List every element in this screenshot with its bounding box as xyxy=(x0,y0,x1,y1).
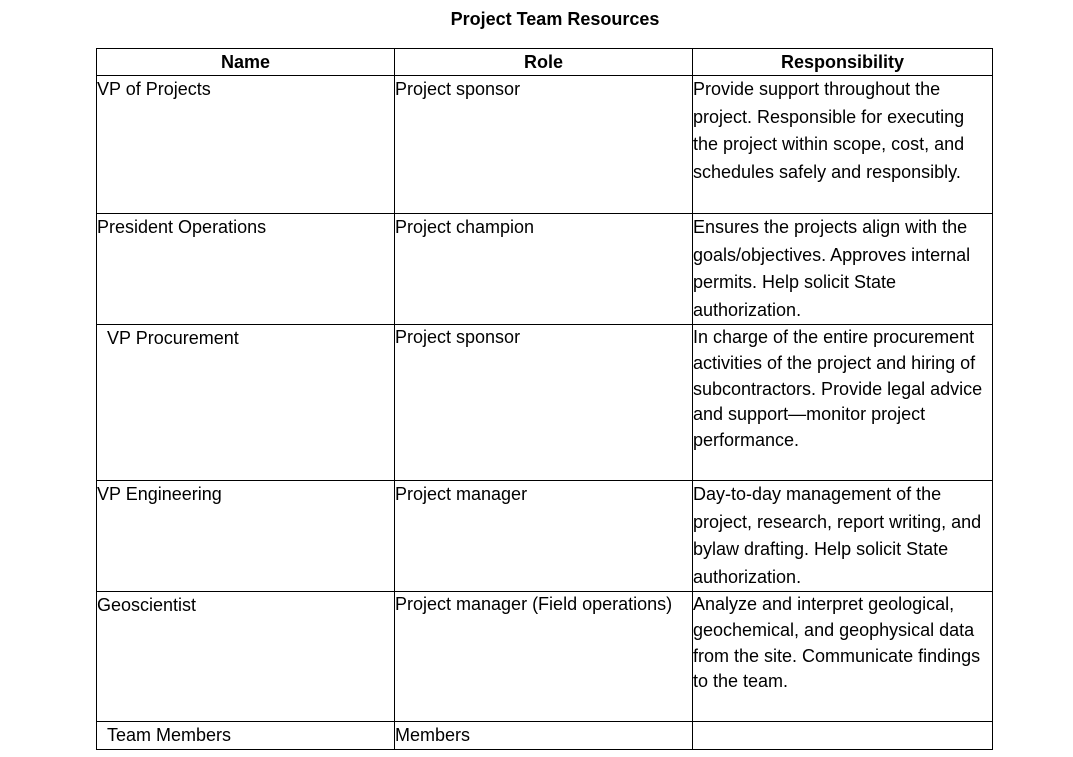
cell-responsibility: Provide support throughout the project. Responsible for executing the project within scope, cost, and schedules safely and responsibly. xyxy=(693,76,993,214)
table-row xyxy=(97,214,993,325)
cell-name: VP Procurement xyxy=(97,325,395,481)
cell-role: Project sponsor xyxy=(395,76,693,214)
resources-table xyxy=(96,48,993,750)
cell-responsibility: Analyze and interpret geological, geochemical, and geophysical data from the site. Communicate findings to the team. xyxy=(693,592,993,722)
column-header-responsibility: Responsibility xyxy=(693,49,993,76)
cell-name: VP Engineering xyxy=(97,481,395,592)
cell-responsibility xyxy=(693,722,993,750)
column-header-name: Name xyxy=(97,49,395,76)
table-header-row xyxy=(97,49,993,76)
cell-responsibility: In charge of the entire procurement activities of the project and hiring of subcontractors. Provide legal advice and support—monitor project performance. xyxy=(693,325,993,481)
cell-name: Team Members xyxy=(97,722,395,750)
table-row xyxy=(97,76,993,214)
cell-role: Project champion xyxy=(395,214,693,325)
cell-name: President Operations xyxy=(97,214,395,325)
cell-responsibility: Ensures the projects align with the goals/objectives. Approves internal permits. Help solicit State authorization. xyxy=(693,214,993,325)
cell-role: Project manager xyxy=(395,481,693,592)
cell-role: Project sponsor xyxy=(395,325,693,481)
cell-role: Members xyxy=(395,722,693,750)
cell-responsibility: Day-to-day management of the project, research, report writing, and bylaw drafting. Help solicit State authorization. xyxy=(693,481,993,592)
table-row xyxy=(97,325,993,481)
table-row xyxy=(97,592,993,722)
column-header-role: Role xyxy=(395,49,693,76)
cell-role: Project manager (Field operations) xyxy=(395,592,693,722)
document-title: Project Team Resources xyxy=(450,9,660,29)
table-row xyxy=(97,722,993,750)
table-row xyxy=(97,481,993,592)
cell-name: Geoscientist xyxy=(97,592,395,722)
cell-name: VP of Projects xyxy=(97,76,395,214)
